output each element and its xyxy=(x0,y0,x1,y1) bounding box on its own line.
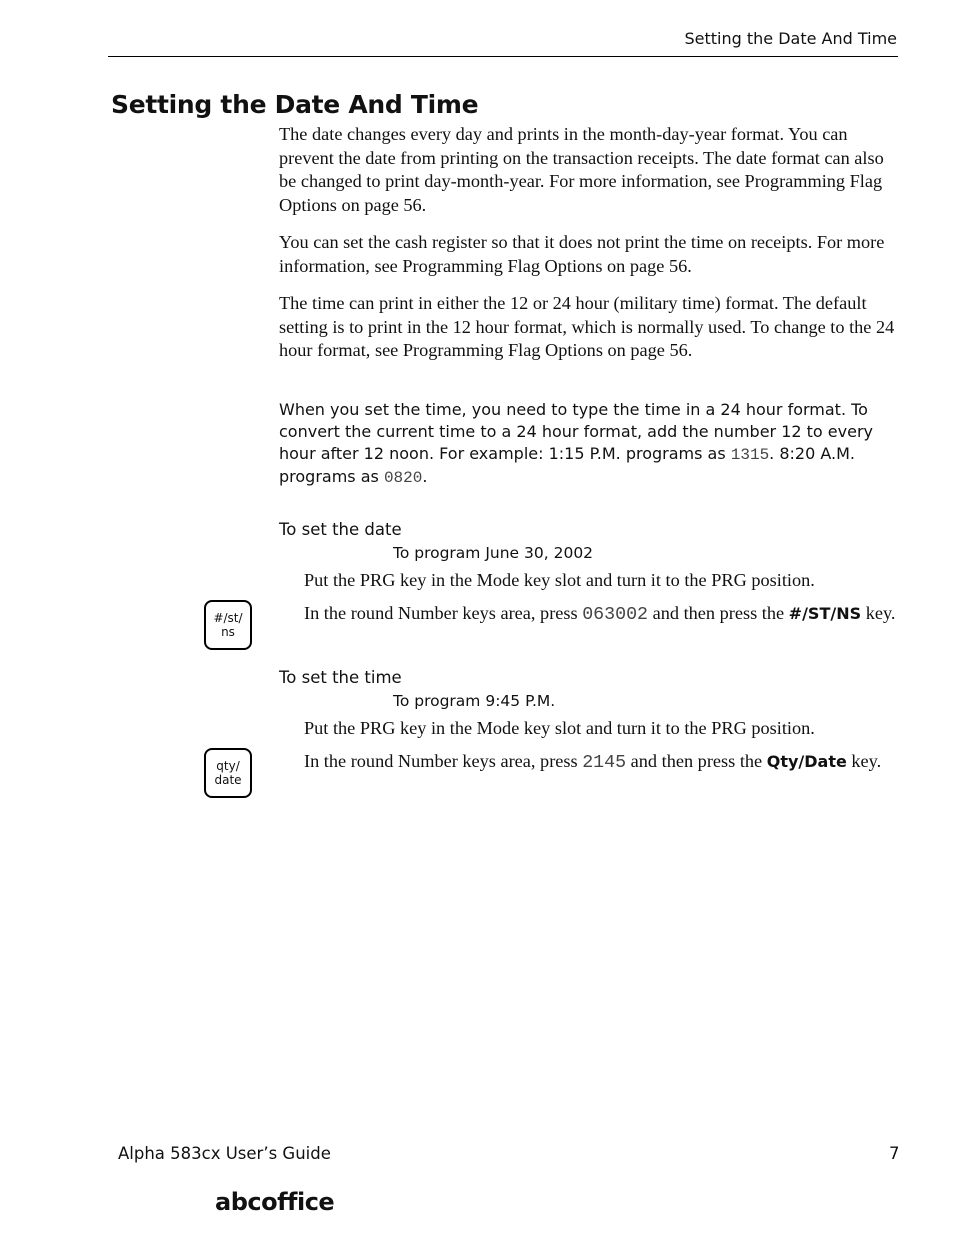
example-heading-time: To program 9:45 P.M. xyxy=(393,692,556,710)
footer-guide-title: Alpha 583cx User’s Guide xyxy=(118,1144,331,1163)
paragraph-time-printing: You can set the cash register so that it does not print the time on receipts. For more information, see Programming Flag Options on page 56. xyxy=(279,232,885,276)
page-title: Setting the Date And Time xyxy=(111,90,479,119)
time-step-1: Put the PRG key in the Mode key slot and turn it to the PRG position. xyxy=(304,718,815,738)
note-code-1315: 1315 xyxy=(730,446,770,464)
note-text-after: . xyxy=(422,467,428,486)
note-text-before: When you set the time, you need to type the time in a 24 hour format. To convert the current time to a 24 hour format, add the number 12 to every hour after 12 noon. For example: 1:15 P.M. programs as xyxy=(279,400,874,463)
qty-date-key-icon xyxy=(204,748,252,798)
date-step-2-after: key. xyxy=(861,603,896,623)
example-heading-date: To program June 30, 2002 xyxy=(393,544,594,562)
note-text-middle: . 8:20 A.M. programs as xyxy=(279,444,855,486)
date-step-2-key: #/ST/NS xyxy=(788,604,862,623)
key-label-line-1: qty/ xyxy=(216,759,240,773)
key-label-line-1: #/st/ xyxy=(213,611,243,625)
procedure-heading-date: To set the date xyxy=(279,520,402,539)
paragraph-date-format: The date changes every day and prints in the month-day-year format. You can prevent the date from printing on the transaction receipts. The date format can also be changed to print day-month-year. For more information, see Programming Flag Options on page 56. xyxy=(279,124,884,215)
date-step-1: Put the PRG key in the Mode key slot and turn it to the PRG position. xyxy=(304,570,815,590)
date-step-2-code: 063002 xyxy=(582,605,649,625)
note-code-0820: 0820 xyxy=(383,469,423,487)
time-step-2 xyxy=(304,751,899,775)
running-header: Setting the Date And Time xyxy=(684,29,897,48)
date-step-2 xyxy=(304,603,899,627)
key-label-line-2: ns xyxy=(221,625,235,639)
note-24-hour-format xyxy=(279,399,889,489)
header-divider xyxy=(108,56,898,57)
time-step-2-before: In the round Number keys area, press xyxy=(304,751,583,771)
time-step-2-middle: and then press the xyxy=(626,751,767,771)
procedure-heading-time: To set the time xyxy=(279,668,402,687)
brand-logo: abcoffice xyxy=(215,1188,335,1216)
date-step-2-middle: and then press the xyxy=(648,603,789,623)
time-step-2-key: Qty/Date xyxy=(766,752,847,771)
date-step-2-before: In the round Number keys area, press xyxy=(304,603,583,623)
time-step-2-code: 2145 xyxy=(582,753,627,773)
st-ns-key-icon xyxy=(204,600,252,650)
paragraph-time-format: The time can print in either the 12 or 24 hour (military time) format. The default setting is to print in the 12 hour format, which is normally used. To change to the 24 hour format, see Programming Flag Options on page 56. xyxy=(279,293,895,360)
key-label-line-2: date xyxy=(214,773,242,787)
page-number: 7 xyxy=(889,1144,900,1163)
time-step-2-after: key. xyxy=(846,751,882,771)
